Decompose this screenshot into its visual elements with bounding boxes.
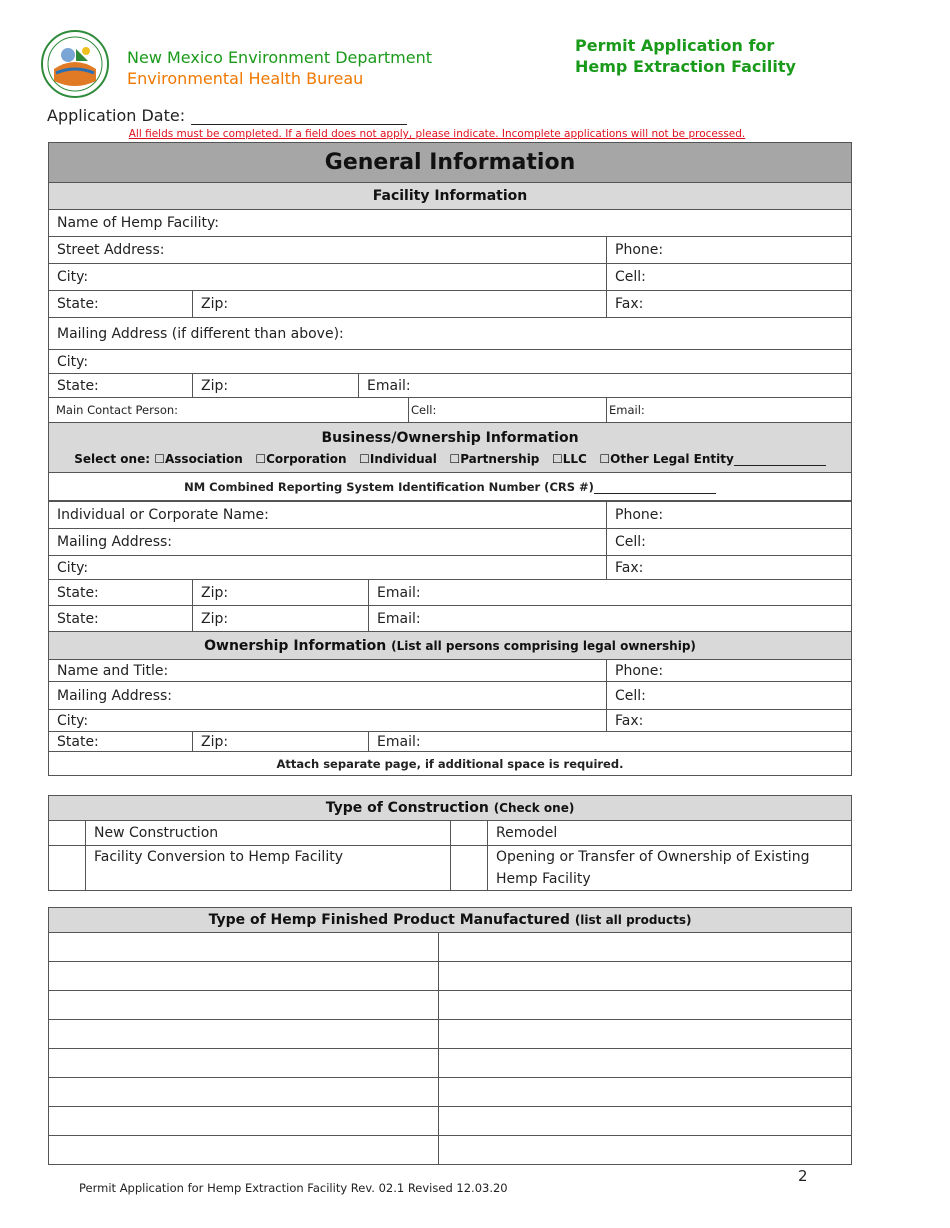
ownership-title: Ownership Information [204,637,387,654]
business-zip-field[interactable]: Zip: [193,580,369,606]
owner-zip-field[interactable]: Zip: [193,732,369,752]
construction-subtitle: (Check one) [493,801,575,815]
agency-line-2: Environmental Health Bureau [127,69,364,88]
mailing-state-field[interactable]: State: [49,374,193,398]
ownership-transfer-checkbox[interactable] [451,846,488,891]
facility-conversion-label: Facility Conversion to Hemp Facility [86,846,451,891]
owner-fax-field[interactable]: Fax: [607,710,852,732]
checkbox-individual[interactable]: ☐Individual [359,451,437,466]
general-information-table [48,142,852,501]
other-entity-blank[interactable] [734,454,826,466]
business-state-field-2[interactable]: State: [49,606,193,632]
product-entry[interactable] [439,1107,852,1136]
product-entry[interactable] [49,1049,439,1078]
mailing-email-field[interactable]: Email: [359,374,852,398]
main-contact-cell-field[interactable]: Cell: [409,398,607,423]
main-contact-email-field[interactable]: Email: [607,398,852,423]
business-fax-field[interactable]: Fax: [607,556,852,580]
products-title: Type of Hemp Finished Product Manufactured [208,912,570,928]
business-zip-field-2[interactable]: Zip: [193,606,369,632]
application-date-field[interactable] [191,107,407,125]
nmed-logo [40,29,110,99]
mailing-zip-field[interactable]: Zip: [193,374,359,398]
checkbox-partnership[interactable]: ☐Partnership [449,451,540,466]
main-contact-field[interactable]: Main Contact Person: [49,398,409,423]
business-email-field[interactable]: Email: [369,580,852,606]
facility-fax-field[interactable]: Fax: [607,291,852,318]
facility-cell-field[interactable]: Cell: [607,264,852,291]
new-construction-checkbox[interactable] [49,821,86,846]
attach-page-note: Attach separate page, if additional space is required. [49,752,852,776]
facility-information-heading: Facility Information [49,183,852,210]
product-entry[interactable] [49,1136,439,1165]
business-details-table [48,501,852,776]
owner-name-title-field[interactable]: Name and Title: [49,660,607,682]
entity-type-selector [57,452,843,466]
business-city-field[interactable]: City: [49,556,607,580]
construction-type-table [48,795,852,891]
facility-zip-field[interactable]: Zip: [193,291,607,318]
owner-state-field[interactable]: State: [49,732,193,752]
crs-number-field[interactable] [49,473,852,501]
application-date [47,106,407,125]
products-heading [49,908,852,933]
facility-conversion-checkbox[interactable] [49,846,86,891]
general-information-heading: General Information [49,143,852,183]
agency-name [127,47,432,89]
mailing-address-field[interactable]: Mailing Address (if different than above): [49,318,852,350]
corporate-name-field[interactable]: Individual or Corporate Name: [49,502,607,529]
product-entry[interactable] [439,1136,852,1165]
owner-mailing-address-field[interactable]: Mailing Address: [49,682,607,710]
ownership-transfer-label: Opening or Transfer of Ownership of Existing Hemp Facility [488,846,852,891]
business-ownership-heading: Business/Ownership Information [321,429,579,446]
product-entry[interactable] [439,933,852,962]
remodel-checkbox[interactable] [451,821,488,846]
form-title-line-1: Permit Application for [575,36,775,55]
construction-type-heading [49,796,852,821]
product-entry[interactable] [49,1107,439,1136]
product-entry[interactable] [49,991,439,1020]
owner-email-field[interactable]: Email: [369,732,852,752]
warning-notice: All fields must be completed. If a field does not apply, please indicate. Incomplete applications will not be processed. [128,128,746,140]
product-entry[interactable] [49,1078,439,1107]
mailing-city-field[interactable]: City: [49,350,852,374]
application-date-label: Application Date: [47,106,186,125]
product-entry[interactable] [49,1020,439,1049]
product-entry[interactable] [439,991,852,1020]
products-subtitle: (list all products) [574,913,692,927]
facility-city-field[interactable]: City: [49,264,607,291]
checkbox-corporation[interactable]: ☐Corporation [255,451,347,466]
facility-name-field[interactable]: Name of Hemp Facility: [49,210,852,237]
product-entry[interactable] [439,1020,852,1049]
business-email-field-2[interactable]: Email: [369,606,852,632]
remodel-label: Remodel [488,821,852,846]
new-construction-label: New Construction [86,821,451,846]
owner-cell-field[interactable]: Cell: [607,682,852,710]
checkbox-association[interactable]: ☐Association [154,451,243,466]
products-table [48,907,852,1165]
product-entry[interactable] [49,962,439,991]
crs-number-blank[interactable] [594,482,716,494]
street-address-field[interactable]: Street Address: [49,237,607,264]
facility-phone-field[interactable]: Phone: [607,237,852,264]
agency-line-1: New Mexico Environment Department [127,48,433,67]
owner-city-field[interactable]: City: [49,710,607,732]
business-mailing-address-field[interactable]: Mailing Address: [49,529,607,556]
form-title [575,35,796,77]
business-phone-field[interactable]: Phone: [607,502,852,529]
product-entry[interactable] [49,933,439,962]
business-ownership-section [49,423,852,473]
product-entry[interactable] [439,962,852,991]
business-cell-field[interactable]: Cell: [607,529,852,556]
footer-text: Permit Application for Hemp Extraction Facility Rev. 02.1 Revised 12.03.20 [79,1181,508,1195]
construction-title: Type of Construction [325,800,489,816]
product-entry[interactable] [439,1078,852,1107]
product-entry[interactable] [439,1049,852,1078]
facility-state-field[interactable]: State: [49,291,193,318]
owner-phone-field[interactable]: Phone: [607,660,852,682]
select-one-label: Select one: [74,451,151,466]
page-number: 2 [798,1167,808,1185]
checkbox-llc[interactable]: ☐LLC [551,451,587,466]
business-state-field[interactable]: State: [49,580,193,606]
ownership-information-heading [49,632,852,660]
crs-number-label: NM Combined Reporting System Identification Number (CRS #) [184,479,594,494]
form-title-line-2: Hemp Extraction Facility [575,57,796,76]
ownership-subtitle: (List all persons comprising legal ownership) [391,638,696,653]
checkbox-other-legal-entity[interactable]: ☐Other Legal Entity [599,451,734,466]
